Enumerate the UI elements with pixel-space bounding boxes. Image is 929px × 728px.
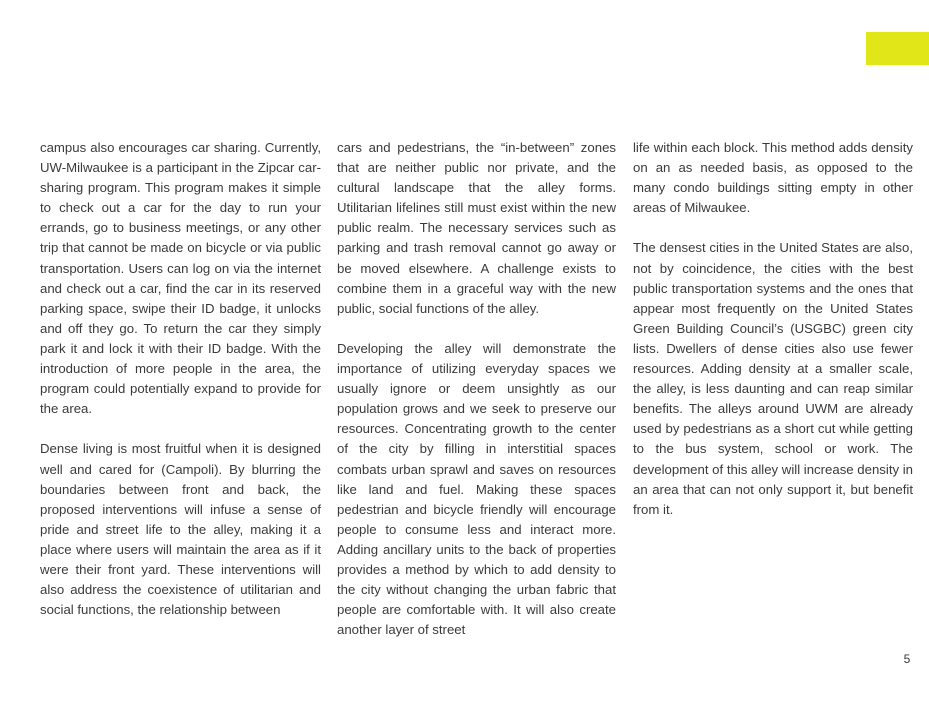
paragraph: campus also encourages car sharing. Currently, UW-Milwaukee is a participant in the Zipcar car-sharing program. This program makes it simple to check out a car for the day to run your errands, go to business meetings, or any other trip that cannot be made on bicycle or via public transportation. Users can log on via the internet and check out a car, find the car in its reserved parking space, swipe their ID badge, it unlocks and off they go. To return the car they simply park it and lock it with their ID badge. With the introduction of more people in the area, the program could potentially expand to provide for the area. xyxy=(40,140,321,417)
paragraph: Developing the alley will demonstrate the importance of utilizing everyday spaces we usually ignore or deem unsightly as our population grows and we seek to preserve our resources. Concentrating growth to the center of the city by filling in interstitial spaces combats urban sprawl and saves on resources like land and fuel. Making these spaces pedestrian and bicycle friendly will encourage people to consume less and interact more. Adding ancillary units to the back of properties provides a method by which to add density to the city without changing the urban fabric that people are comfortable with. It will also create another layer of street xyxy=(337,340,616,638)
text-column-1 xyxy=(40,138,321,640)
paragraph: life within each block. This method adds density on an as needed basis, as opposed to the many condo buildings sitting empty in other areas of Milwaukee. xyxy=(633,140,913,216)
text-column-3 xyxy=(633,138,913,540)
paragraph: Dense living is most fruitful when it is designed well and cared for (Campoli). By blurring the boundaries between front and back, the proposed interventions will infuse a sense of pride and street life to the alley, making it a place where users will maintain the area as if it were their front yard. These interventions will also address the coexistence of utilitarian and social functions, the relationship between xyxy=(40,441,321,618)
text-column-2 xyxy=(337,138,616,660)
paragraph: cars and pedestrians, the “in-between” zones that are neither public nor private, and the cultural landscape that the alley forms. Utilitarian lifelines still must exist within the new public realm. The necessary services such as parking and trash removal cannot go away or be moved elsewhere. A challenge exists to combine them in a graceful way with the new public, social functions of the alley. xyxy=(337,140,616,316)
page-number: 5 xyxy=(903,652,911,666)
paragraph: The densest cities in the United States are also, not by coincidence, the cities with the best public transportation systems and the ones that appear most frequently on the United States Green Building Council’s (USGBC) green city lists. Dwellers of dense cities also use fewer resources. Adding density at a smaller scale, the alley, is less daunting and can reap similar benefits. The alleys around UWM are already used by pedestrians as a short cut while getting to the bus system, school or work. The development of this alley will increase density in an area that can not only support it, but benefit from it. xyxy=(633,240,914,517)
accent-color-block xyxy=(866,32,929,65)
